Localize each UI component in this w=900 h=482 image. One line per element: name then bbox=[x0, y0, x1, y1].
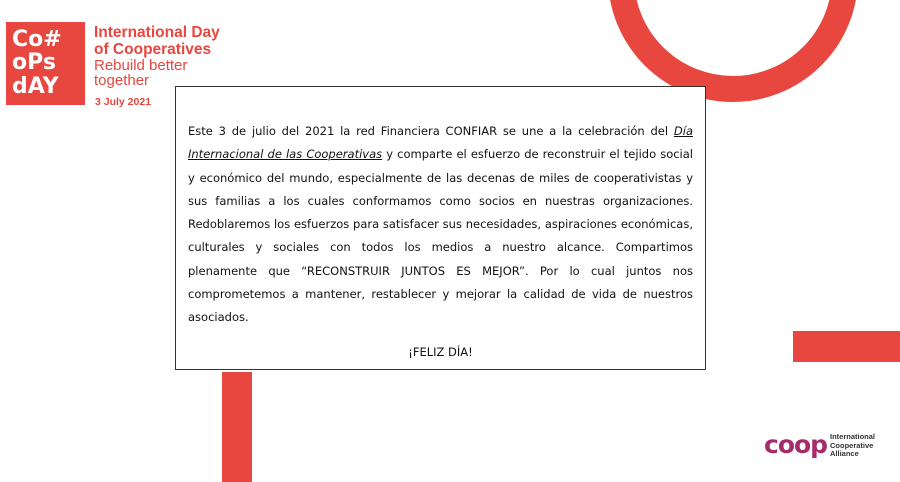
message-paragraph bbox=[188, 120, 693, 330]
message-text-start: Este 3 de julio del 2021 la red Financiera CONFIAR se une a la celebración del bbox=[188, 124, 674, 138]
header-title-line1: International Day bbox=[94, 24, 220, 41]
decorative-bar-right bbox=[793, 331, 900, 362]
ica-coop-mark: coop bbox=[764, 430, 828, 459]
coops-day-logo bbox=[6, 22, 85, 105]
ica-name-line1: International bbox=[830, 432, 876, 441]
ica-name-line2: Cooperative bbox=[830, 440, 874, 450]
cooperatives-day-link[interactable]: Día Internacional de las Cooperativas bbox=[188, 124, 693, 162]
message-box bbox=[175, 86, 706, 370]
ica-name-line3: Alliance bbox=[830, 449, 859, 458]
header-subtitle-line1: Rebuild better bbox=[94, 57, 188, 74]
header-subtitle-line2: together bbox=[94, 71, 150, 89]
header-subtitle bbox=[94, 59, 187, 88]
ica-logo bbox=[764, 428, 894, 468]
header-date: 3 July 2021 bbox=[95, 96, 152, 108]
greeting: ¡FELIZ DÍA! bbox=[408, 344, 473, 359]
header-title-line2: of Cooperatives bbox=[94, 41, 212, 58]
logo-text-row1: Co# bbox=[12, 27, 62, 52]
logo-text-row3: dAY bbox=[12, 74, 59, 99]
message-text-rest: y comparte el esfuerzo de reconstruir el tejido social y económico del mundo, especialmente de las decenas de miles de cooperativistas y sus familias a los cuales conformamos como socios en nuestras organizaciones. Redoblaremos los esfuerzos para satisfacer sus necesidades, aspiraciones económicas, culturales y sociales con todos los medios a nuestro alcance. Compartimos plenamente que “RECONSTRUIR JUNTOS ES MEJOR”. Por lo cual juntos nos comprometemos a mantener, restablecer y mejorar la calidad de vida de nuestros asociados. bbox=[188, 147, 693, 325]
header-title bbox=[94, 24, 220, 58]
logo-text-row2: oPs bbox=[12, 50, 56, 75]
ica-name bbox=[830, 433, 875, 459]
decorative-bar-bottom bbox=[222, 372, 252, 482]
